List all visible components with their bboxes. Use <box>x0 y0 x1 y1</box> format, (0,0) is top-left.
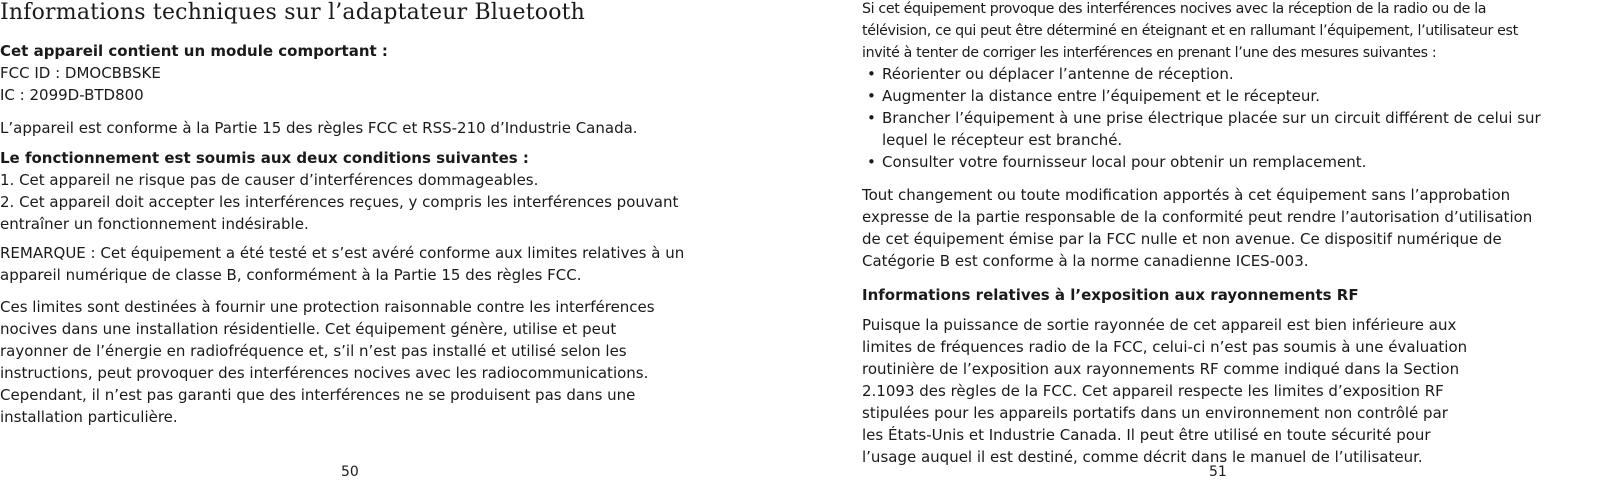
measures-list <box>862 63 1541 173</box>
rf-line: Puisque la puissance de sortie rayonnée de cet appareil est bien inférieure aux <box>862 316 1457 334</box>
change-paragraph <box>862 184 1532 272</box>
limits-line: Cependant, il n’est pas garanti que des interférences ne se produisent pas dans une <box>0 386 636 404</box>
right-page <box>862 0 1603 491</box>
limits-line: rayonner de l’énergie en radiofréquence et, s’il n’est pas installé et utilisé selon les <box>0 342 627 360</box>
remarque-line: appareil numérique de classe B, conformément à la Partie 15 des règles FCC. <box>0 266 582 284</box>
limits-line: nocives dans une installation résidentielle. Cet équipement génère, utilise et peut <box>0 320 617 338</box>
list-item: • Augmenter la distance entre l’équipement et le récepteur. <box>862 85 1541 107</box>
intro-line: invité à tenter de corriger les interférences en prenant l’une des mesures suivantes : <box>862 45 1437 61</box>
limits-line: installation particulière. <box>0 408 178 426</box>
change-line: Catégorie B est conforme à la norme canadienne ICES-003. <box>862 252 1309 270</box>
change-line: Tout changement ou toute modification apportés à cet équipement sans l’approbation <box>862 186 1511 204</box>
rf-line: l’usage auquel il est destiné, comme décrit dans le manuel de l’utilisateur. <box>862 448 1423 466</box>
list-item-continuation-text: lequel le récepteur est branché. <box>882 131 1123 149</box>
conditions-heading: Le fonctionnement est soumis aux deux conditions suivantes : <box>0 149 529 167</box>
fcc-id: FCC ID : DMOCBBSKE <box>0 64 161 82</box>
remarque-line: REMARQUE : Cet équipement a été testé et s’est avéré conforme aux limites relatives à un <box>0 244 685 262</box>
module-info <box>0 40 388 106</box>
condition-2-line: 2. Cet appareil doit accepter les interférences reçues, y compris les interférences pouvant <box>0 193 679 211</box>
page-title: Informations techniques sur l’adaptateur Bluetooth <box>0 0 586 25</box>
limits-paragraph <box>0 296 655 428</box>
intro-line: Si cet équipement provoque des interférences nocives avec la réception de la radio ou de la <box>862 1 1487 17</box>
rf-heading: Informations relatives à l’exposition aux rayonnements RF <box>862 286 1359 304</box>
intro-line: télévision, ce qui peut être déterminé en éteignant et en rallumant l’équipement, l’utilisateur est <box>862 23 1518 39</box>
change-line: de cet équipement émise par la FCC nulle et non avenue. Ce dispositif numérique de <box>862 230 1502 248</box>
rf-line: routinière de l’exposition aux rayonnements RF comme indiqué dans la Section <box>862 360 1460 378</box>
limits-line: Ces limites sont destinées à fournir une protection raisonnable contre les interférences <box>0 298 655 316</box>
intro-paragraph <box>862 0 1518 64</box>
rf-line: stipulées pour les appareils portatifs dans un environnement non contrôlé par <box>862 404 1448 422</box>
limits-line: instructions, peut provoquer des interférences nocives avec les radiocommunications. <box>0 364 649 382</box>
page-number: 50 <box>341 464 359 480</box>
list-item: • Brancher l’équipement à une prise électrique placée sur un circuit différent de celui sur <box>862 107 1541 129</box>
conformity-text: L’appareil est conforme à la Partie 15 des règles FCC et RSS-210 d’Industrie Canada. <box>0 119 638 137</box>
page-number: 51 <box>1209 464 1227 480</box>
module-heading: Cet appareil contient un module comportant : <box>0 42 388 60</box>
condition-2-line: entraîner un fonctionnement indésirable. <box>0 215 309 233</box>
list-item: • Consulter votre fournisseur local pour obtenir un remplacement. <box>862 151 1541 173</box>
condition-1: 1. Cet appareil ne risque pas de causer d’interférences dommageables. <box>0 171 539 189</box>
rf-line: 2.1093 des règles de la FCC. Cet appareil respecte les limites d’exposition RF <box>862 382 1444 400</box>
left-page <box>0 0 745 491</box>
list-item: • Réorienter ou déplacer l’antenne de réception. <box>862 63 1541 85</box>
list-item-continuation <box>862 129 1541 151</box>
rf-line: les États-Unis et Industrie Canada. Il peut être utilisé en toute sécurité pour <box>862 426 1431 444</box>
rf-line: limites de fréquences radio de la FCC, celui-ci n’est pas soumis à une évaluation <box>862 338 1468 356</box>
change-line: expresse de la partie responsable de la conformité peut rendre l’autorisation d’utilisation <box>862 208 1533 226</box>
rf-paragraph <box>862 314 1467 468</box>
remarque-paragraph <box>0 242 684 286</box>
ic-number: IC : 2099D-BTD800 <box>0 86 144 104</box>
conditions-section <box>0 147 678 235</box>
